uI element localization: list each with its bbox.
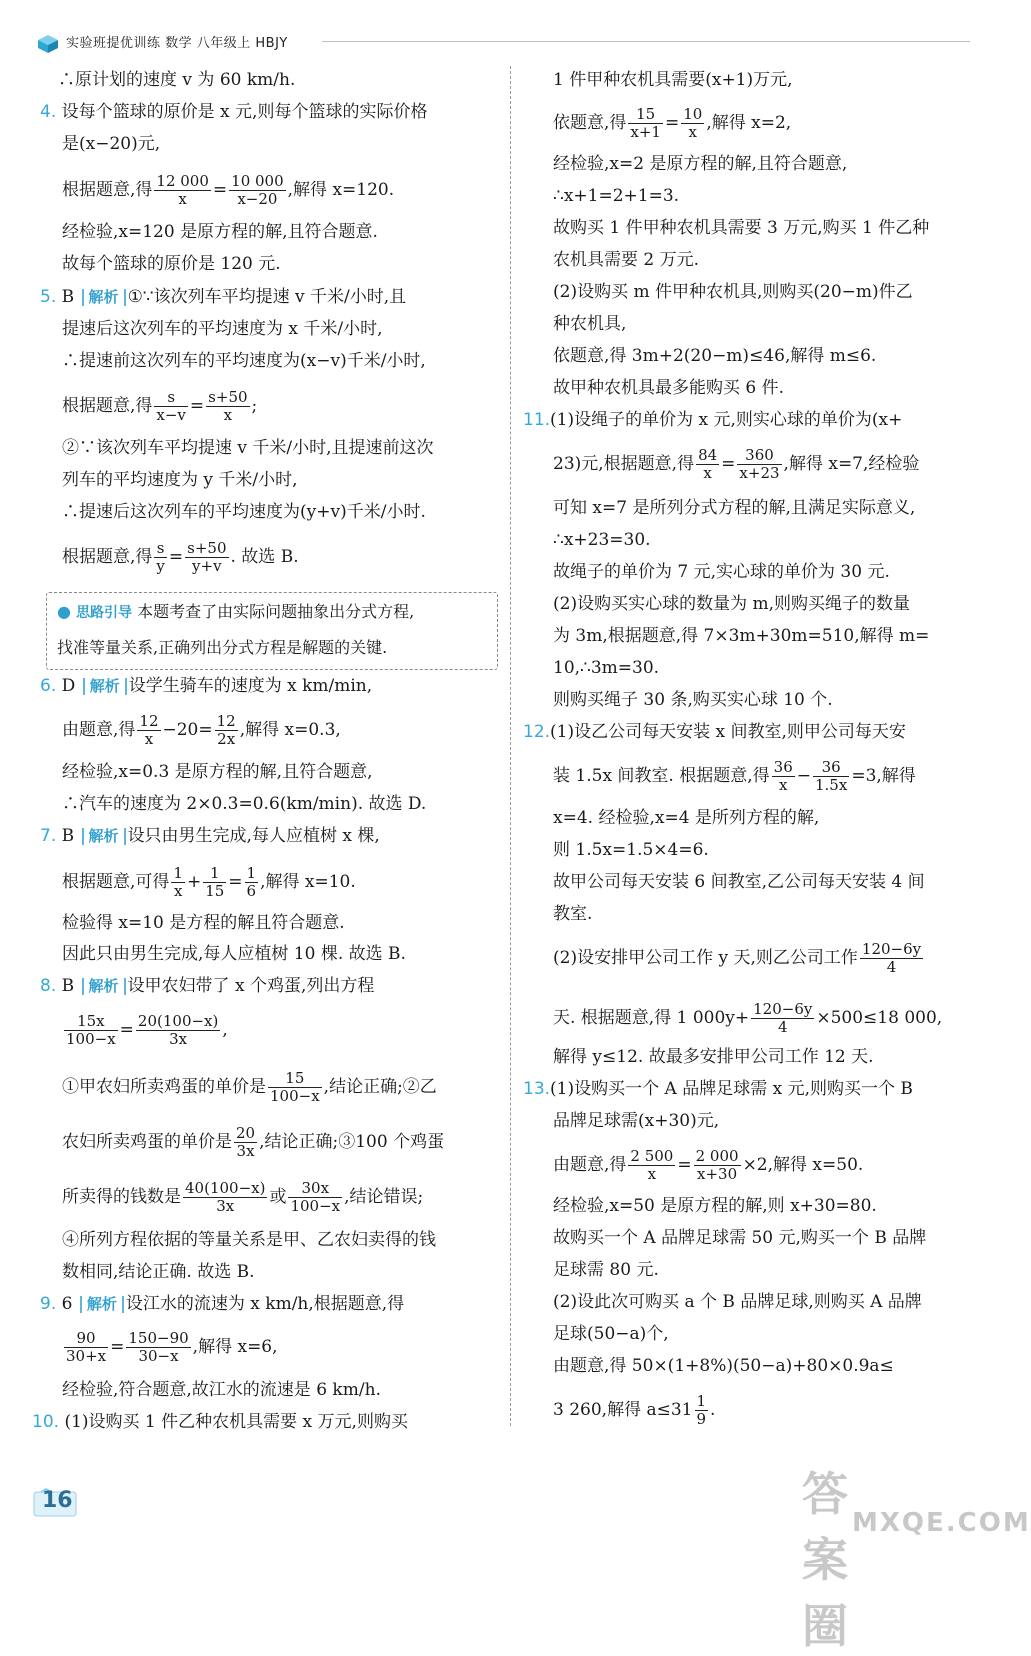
text-line: ∴提速后这次列车的平均速度为(y+v)千米/小时. — [62, 502, 426, 522]
header-rule — [322, 41, 970, 42]
equation-line: 3 260,解得 a≤31 $\frac{1}{9}$ . — [553, 1392, 716, 1428]
text-line: 故购买 1 件甲种农机具需要 3 万元,购买 1 件乙种 — [553, 218, 930, 238]
text-line: 品牌足球需(x+30)元, — [553, 1111, 720, 1131]
equation-line: 由题意,得 $\frac{12}{x}$ −20= $\frac{12}{2x}$ ,解得 x=0.3, — [62, 712, 341, 748]
text-line: 因此只由男生完成,每人应植树 10 棵. 故选 B. — [62, 944, 406, 964]
problem-10-line: 10. (1)设购买 1 件乙种农机具需要 x 万元,则购买 — [32, 1412, 408, 1432]
problem-8-line: 8. B 解析 设甲农妇带了 x 个鸡蛋,列出方程 — [40, 976, 375, 996]
problem-11-line: 11.(1)设绳子的单价为 x 元,则实心球的单价为(x+ — [523, 410, 903, 430]
text-line: 由题意,得 50×(1+8%)(50−a)+80×0.9a≤ — [553, 1356, 894, 1376]
equation-line: 装 1.5x 间教室. 根据题意,得 $\frac{36}{x}$ − $\frac{36}{1.5x}$ =3,解得 — [553, 758, 916, 794]
column-divider — [510, 66, 511, 1426]
text-line: 经检验,x=0.3 是原方程的解,且符合题意, — [62, 762, 373, 782]
text-line: 可知 x=7 是所列分式方程的解,且满足实际意义, — [553, 498, 916, 518]
text-line: ∴x+1=2+1=3. — [553, 186, 680, 206]
text-line: (2)设购买 m 件甲种农机具,则购买(20−m)件乙 — [553, 282, 913, 302]
problem-4-line: 4. 设每个篮球的原价是 x 元,则每个篮球的实际价格 — [40, 102, 428, 122]
text-line: 经检验,符合题意,故江水的流速是 6 km/h. — [62, 1380, 381, 1400]
problem-6-line: 6. D 解析 设学生骑车的速度为 x km/min, — [40, 676, 373, 696]
analysis-tag: 解析 — [82, 978, 126, 995]
text-line: 故甲公司每天安装 6 间教室,乙公司每天安装 4 间 — [553, 872, 925, 892]
analysis-tag: 解析 — [83, 678, 127, 695]
text-line: 则 1.5x=1.5×4=6. — [553, 840, 709, 860]
text-line: 依题意,得 3m+2(20−m)≤46,解得 m≤6. — [553, 346, 877, 366]
equation-line: $\frac{15x}{100-x}$ = $\frac{20(100-x)}{3x}$ , — [66, 1012, 228, 1048]
text-line: 农机具需要 2 万元. — [553, 250, 700, 270]
analysis-tag: 解析 — [82, 828, 126, 845]
bullet-icon: ● — [57, 602, 71, 621]
problem-7-line: 7. B 解析 设只由男生完成,每人应植树 x 棵, — [40, 826, 380, 846]
text-line: (2)设购买实心球的数量为 m,则购买绳子的数量 — [553, 594, 911, 614]
problem-9-line: 9. 6 解析 设江水的流速为 x km/h,根据题意,得 — [40, 1294, 405, 1314]
problem-13-line: 13.(1)设购买一个 A 品牌足球需 x 元,则购买一个 B — [523, 1079, 913, 1099]
text-line: 提速后这次列车的平均速度为 x 千米/小时, — [62, 319, 383, 339]
hint-label: 思路引导 — [76, 605, 133, 621]
text-line: 经检验,x=2 是原方程的解,且符合题意, — [553, 154, 848, 174]
text-line: 故购买一个 A 品牌足球需 50 元,购买一个 B 品牌 — [553, 1228, 927, 1248]
text-line: 种农机具, — [553, 314, 627, 334]
equation-line: 天. 根据题意,得 1 000y+ $\frac{120-6y}{4}$ ×500≤18 000, — [553, 1000, 943, 1036]
equation-line: 依题意,得 $\frac{15}{x+1}$ = $\frac{10}{x}$ ,解得 x=2, — [553, 105, 792, 141]
text-line: (2)设此次可购买 a 个 B 品牌足球,则购买 A 品牌 — [553, 1292, 922, 1312]
equation-line: 所卖得的钱数是 $\frac{40(100-x)}{3x}$ 或 $\frac{30x}{100-x}$ ,结论错误; — [62, 1179, 424, 1215]
equation-line: 农妇所卖鸡蛋的单价是 $\frac{20}{3x}$ ,结论正确;③100 个鸡蛋 — [62, 1124, 445, 1160]
text-line: 检验得 x=10 是方程的解且符合题意. — [62, 913, 345, 933]
problem-5-line: 5. B 解析 ①∵该次列车平均提速 v 千米/小时,且 — [40, 287, 407, 307]
text-line: 经检验,x=120 是原方程的解,且符合题意. — [62, 222, 378, 242]
page-number: 16 — [42, 1488, 73, 1513]
analysis-tag: 解析 — [80, 1296, 124, 1313]
problem-number: 4. — [40, 102, 57, 122]
page-header — [0, 0, 1007, 58]
text-line: ②∵该次列车平均提速 v 千米/小时,且提速前这次 — [62, 438, 434, 458]
text-line: ∴x+23=30. — [553, 530, 651, 550]
equation-line: $\frac{90}{30+x}$ = $\frac{150-90}{30-x}$ ,解得 x=6, — [66, 1329, 278, 1365]
text-line: 为 3m,根据题意,得 7×3m+30m=510,解得 m= — [553, 626, 930, 646]
text-line: 是(x−20)元, — [62, 134, 161, 154]
text-line: 足球需 80 元. — [553, 1260, 659, 1280]
text-line: 足球(50−a)个, — [553, 1324, 669, 1344]
equation-line: (2)设安排甲公司工作 y 天,则乙公司工作 $\frac{120-6y}{4}$ — [553, 940, 922, 976]
equation-line: 根据题意,可得 $\frac{1}{x}$ + $\frac{1}{15}$ = $\frac{1}{6}$ ,解得 x=10. — [62, 864, 356, 900]
text-line: ∴提速前这次列车的平均速度为(x−v)千米/小时, — [62, 351, 426, 371]
text-line: ∴汽车的速度为 2×0.3=0.6(km/min). 故选 D. — [62, 794, 427, 814]
fraction: $\frac{10 000}{x-20}$ — [231, 172, 284, 208]
text-line: 数相同,结论正确. 故选 B. — [62, 1262, 255, 1282]
text-line: 故绳子的单价为 7 元,实心球的单价为 30 元. — [553, 562, 890, 582]
text-line: 1 件甲种农机具需要(x+1)万元, — [553, 70, 793, 90]
text-line: ④所列方程依据的等量关系是甲、乙农妇卖得的钱 — [62, 1230, 436, 1250]
equation-line: ①甲农妇所卖鸡蛋的单价是 $\frac{15}{100-x}$ ,结论正确;②乙 — [62, 1069, 437, 1105]
text-line: 解得 y≤12. 故最多安排甲公司工作 12 天. — [553, 1047, 874, 1067]
text-line: 10,∴3m=30. — [553, 658, 660, 678]
fraction: $\frac{12 000}{x}$ — [156, 172, 209, 208]
equation-line: 根据题意,得 $\frac{12 000}{x}$ = $\frac{10 000}{x-20}$ ,解得 x=120. — [62, 172, 395, 208]
text-line: 则购买绳子 30 条,购买实心球 10 个. — [553, 690, 833, 710]
equation-line: 23)元,根据题意,得 $\frac{84}{x}$ = $\frac{360}{x+23}$ ,解得 x=7,经检验 — [553, 446, 920, 482]
book-title: 实验班提优训练 数学 八年级上 HBJY — [66, 36, 288, 51]
analysis-tag: 解析 — [82, 289, 126, 306]
equation-line: 根据题意,得 $\frac{s}{x-v}$ = $\frac{s+50}{x}$ ; — [62, 388, 258, 424]
text-line: 故每个篮球的原价是 120 元. — [62, 254, 281, 274]
problem-12-line: 12.(1)设乙公司每天安装 x 间教室,则甲公司每天安 — [523, 722, 906, 742]
equation-line: 根据题意,得 $\frac{s}{y}$ = $\frac{s+50}{y+v}$ . 故选 B. — [62, 539, 299, 575]
cube-logo-icon — [37, 34, 59, 54]
text-line: 故甲种农机具最多能购买 6 件. — [553, 378, 785, 398]
text-line: 教室. — [553, 904, 593, 924]
text-line: 列车的平均速度为 y 千米/小时, — [62, 470, 298, 490]
text-line: 经检验,x=50 是原方程的解,则 x+30=80. — [553, 1196, 877, 1216]
text-line: ∴原计划的速度 v 为 60 km/h. — [58, 70, 296, 90]
hint-box: ● 思路引导 本题考查了由实际问题抽象出分式方程, 找准等量关系,正确列出分式方程是解题的关键. — [46, 592, 498, 670]
equation-line: 由题意,得 $\frac{2 500}{x}$ = $\frac{2 000}{x+30}$ ×2,解得 x=50. — [553, 1147, 864, 1183]
text-line: x=4. 经检验,x=4 是所列方程的解, — [553, 808, 820, 828]
